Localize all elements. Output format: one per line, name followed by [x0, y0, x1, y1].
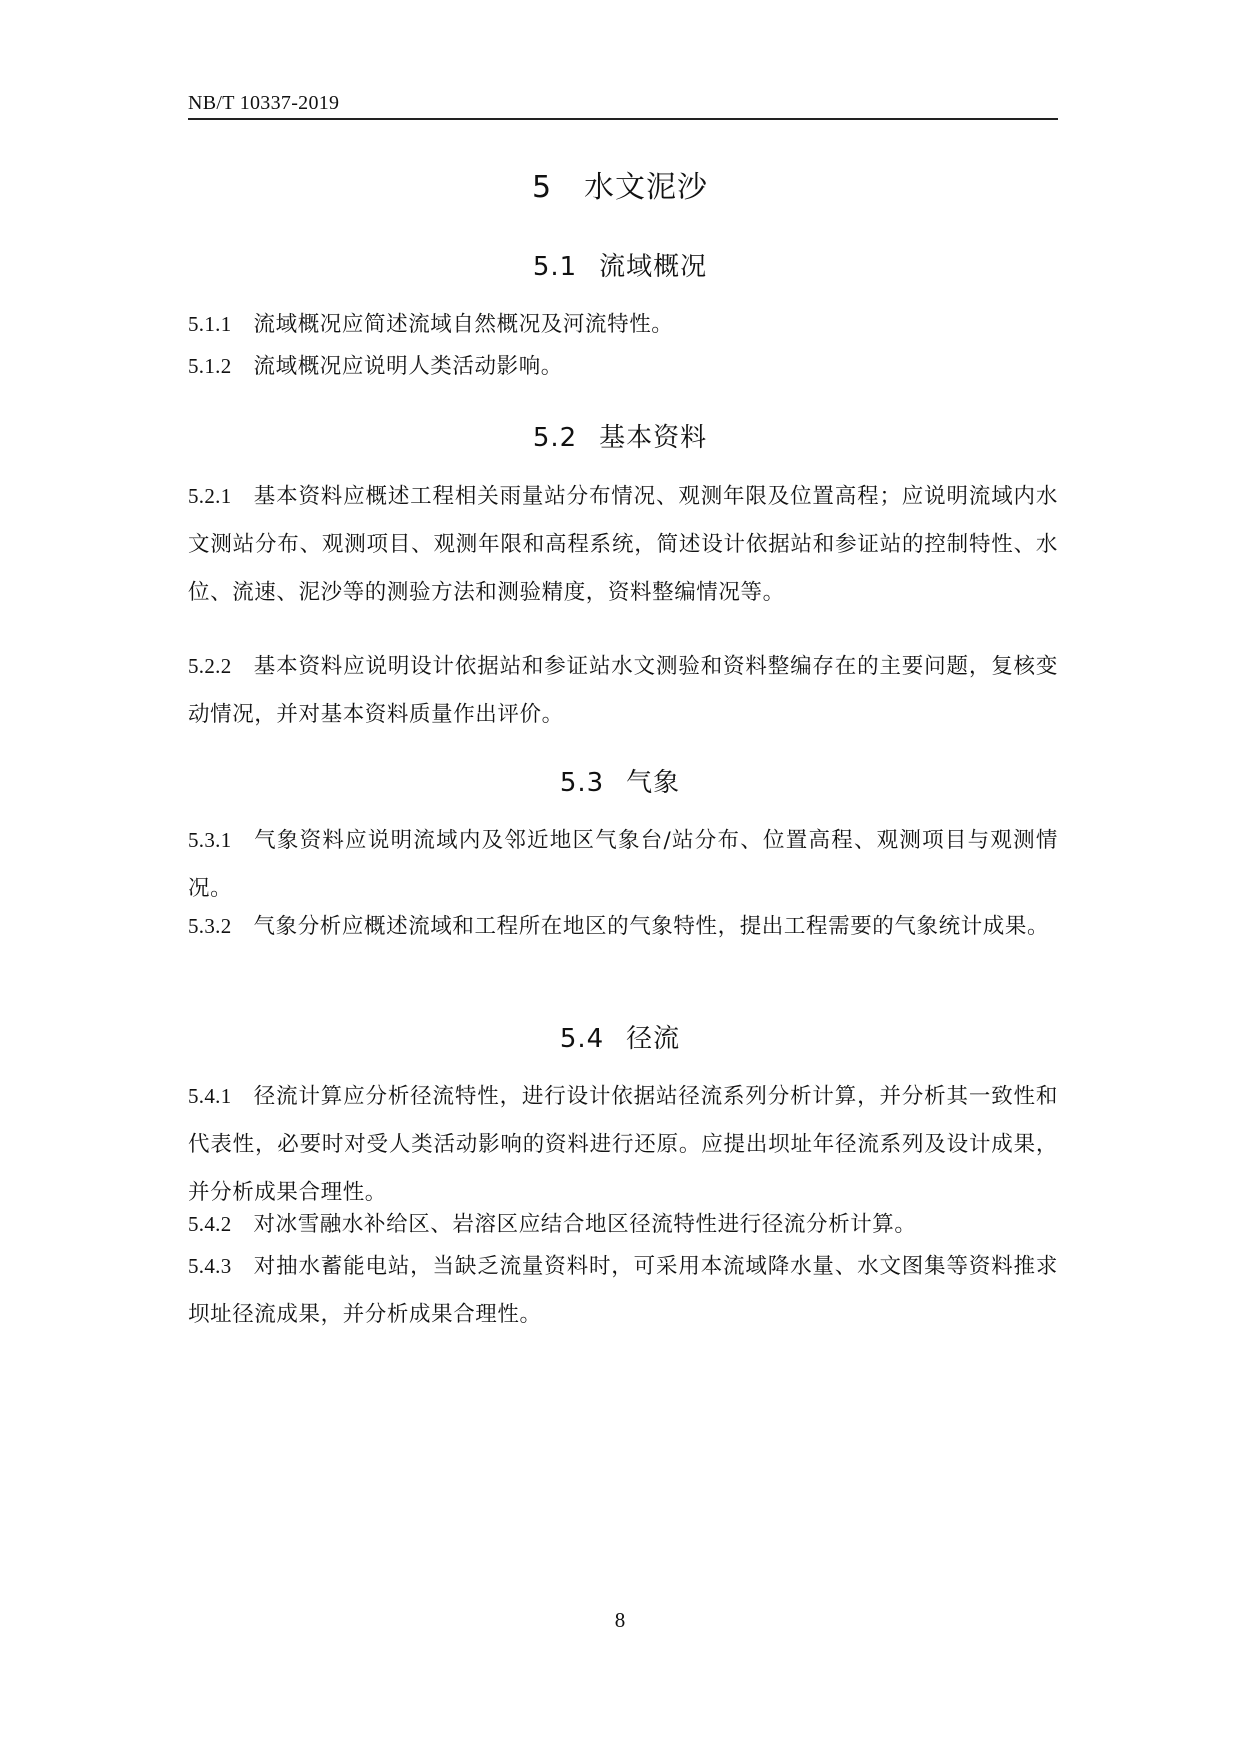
clause-number: 5.3.2: [188, 914, 232, 938]
section-number: 5.2: [532, 423, 578, 453]
clause-text: 气象分析应概述流域和工程所在地区的气象特性，提出工程需要的气象统计成果。: [253, 914, 1050, 939]
section-number: 5.4: [559, 1024, 605, 1054]
clause-number: 5.2.2: [188, 654, 232, 678]
clause: [188, 816, 1058, 913]
clause-number: 5.3.1: [188, 828, 232, 852]
page-number: 8: [614, 1608, 626, 1632]
section-title-text: 流域概况: [599, 252, 708, 282]
clause: [188, 342, 1058, 391]
clause: [188, 472, 1058, 617]
clause-text: 基本资料应说明设计依据站和参证站水文测验和资料整编存在的主要问题，复核变动情况，并对基本资料质量作出评价。: [188, 654, 1058, 727]
clause-text: 径流计算应分析径流特性，进行设计依据站径流系列分析计算，并分析其一致性和代表性，必要时对受人类活动影响的资料进行还原。应提出坝址年径流系列及设计成果，并分析成果合理性。: [188, 1084, 1058, 1205]
section-title: [0, 246, 1240, 283]
section-number: 5.3: [559, 768, 605, 798]
clause-text: 气象资料应说明流域内及邻近地区气象台/站分布、位置高程、观测项目与观测情况。: [188, 828, 1058, 901]
clause-number: 5.1.1: [188, 312, 232, 336]
chapter-number: 5: [531, 170, 553, 205]
clause-text: 流域概况应简述流域自然概况及河流特性。: [253, 312, 674, 337]
section-title-text: 气象: [626, 768, 681, 798]
clause-number: 5.4.1: [188, 1084, 232, 1108]
clause: [188, 902, 1058, 951]
clause-number: 5.4.3: [188, 1254, 232, 1278]
clause-text: 对冰雪融水补给区、岩溶区应结合地区径流特性进行径流分析计算。: [253, 1212, 917, 1237]
clause-text: 对抽水蓄能电站，当缺乏流量资料时，可采用本流域降水量、水文图集等资料推求坝址径流成果，并分析成果合理性。: [188, 1254, 1058, 1327]
page-header: [188, 88, 1058, 120]
section-title-text: 基本资料: [599, 423, 708, 453]
clause: [188, 642, 1058, 739]
standard-code: NB/T 10337-2019: [188, 92, 340, 114]
section-title: [0, 1018, 1240, 1055]
section-title: [0, 417, 1240, 454]
chapter-title: [0, 162, 1240, 206]
section-number: 5.1: [532, 252, 578, 282]
clause-number: 5.2.1: [188, 484, 232, 508]
section-title-text: 径流: [626, 1024, 681, 1054]
clause-number: 5.1.2: [188, 354, 232, 378]
clause: [188, 1072, 1058, 1217]
section-title: [0, 762, 1240, 799]
clause-number: 5.4.2: [188, 1212, 232, 1236]
clause-text: 基本资料应概述工程相关雨量站分布情况、观测年限及位置高程；应说明流域内水文测站分布、观测项目、观测年限和高程系统，简述设计依据站和参证站的控制特性、水位、流速、泥沙等的测验方法和测验精度，资料整编情况等。: [188, 484, 1058, 605]
clause-text: 流域概况应说明人类活动影响。: [253, 354, 563, 379]
chapter-title-text: 水文泥沙: [584, 170, 709, 205]
clause: [188, 1242, 1058, 1339]
